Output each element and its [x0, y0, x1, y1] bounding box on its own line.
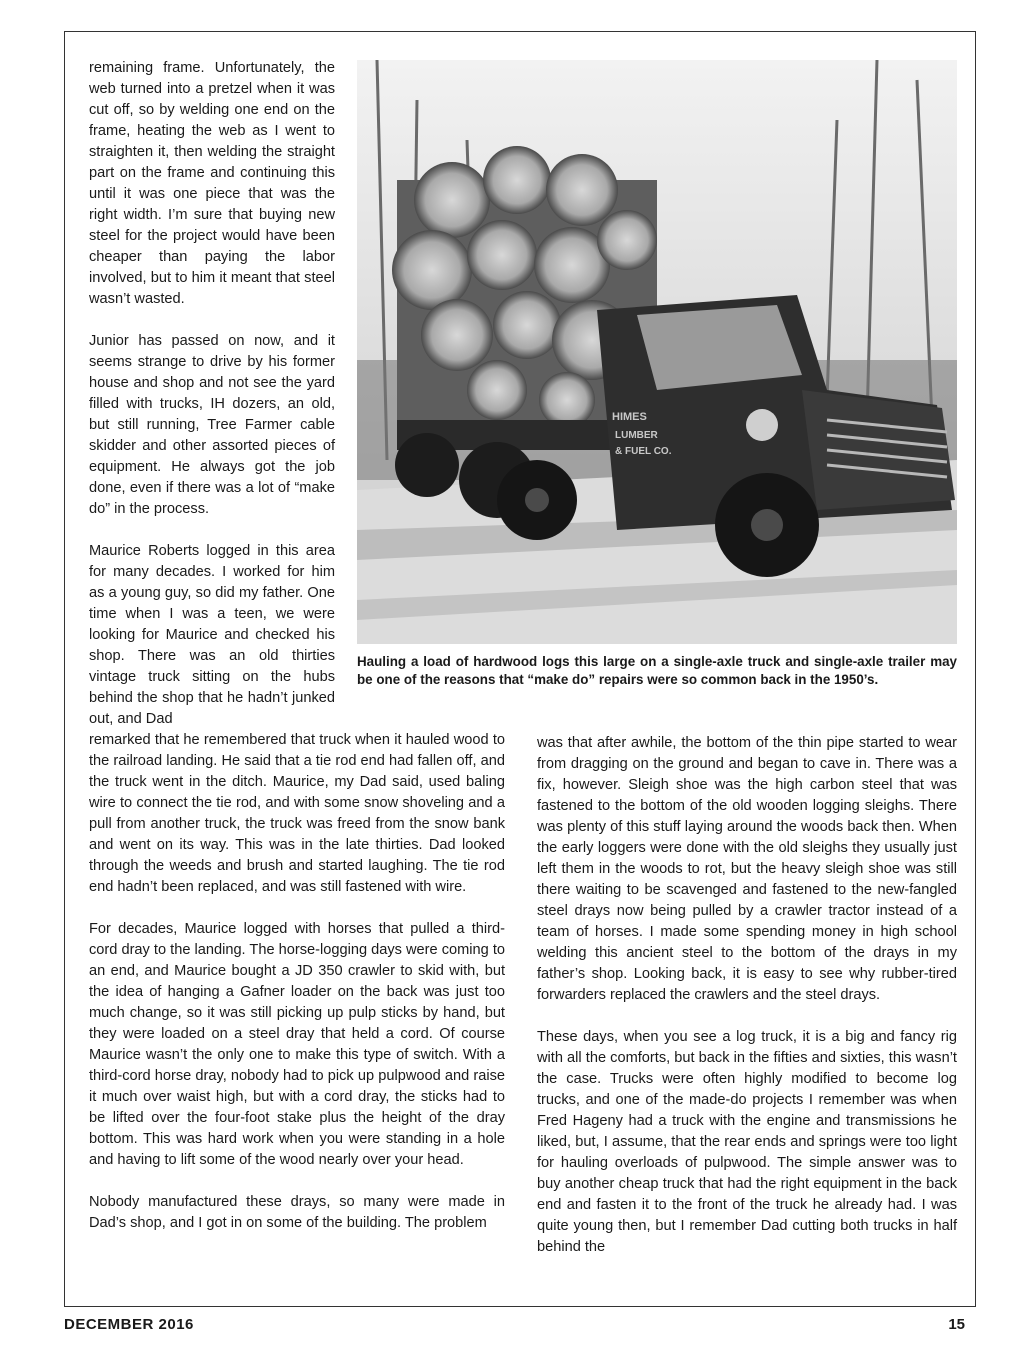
page-number: 15: [948, 1316, 965, 1333]
door-lettering-1: HIMES: [612, 411, 647, 423]
paragraph-frame-welding: remaining frame. Unfortunately, the web turned into a pretzel when it was cut off, so by welding one end on the frame, heating the web as I went to straighten it, then welding the straight part on the frame and continuing this until it was one piece that was the right width. I’m sure that buying new steel for the project would have been cheaper than paying the labor involved, but to him it meant that steel wasn’t wasted.: [89, 60, 335, 307]
left-wide-column: [89, 730, 505, 1234]
paragraph-maurice-roberts: Maurice Roberts logged in this area for many decades. I worked for him as a young guy, so did my father. One time when I was a teen, we were looking for Maurice and checked his shop. There was an old thirties vintage truck sitting on the hubs behind the shop that he hadn’t junked out, and Dad: [89, 543, 335, 727]
log-truck-illustration: [357, 60, 957, 644]
right-column: [537, 733, 957, 1258]
paragraph-drays: Nobody manufactured these drays, so many were made in Dad’s shop, and I got in on some of the building. The problem: [89, 1194, 505, 1231]
issue-date: DECEMBER 2016: [64, 1316, 194, 1333]
door-lettering-2: LUMBER: [615, 430, 658, 441]
photo-caption: Hauling a load of hardwood logs this large on a single-axle truck and single-axle trailer may be one of the reasons that “make do” repairs were so common back in the 1950’s.: [357, 654, 957, 687]
paragraph-horse-logging: For decades, Maurice logged with horses that pulled a third-cord dray to the landing. The horse-logging days were coming to an end, and Maurice bought a JD 350 crawler to skid with, but the idea of hanging a Gafner loader on the back was just too much change, so it was still picking up pulp sticks by hand, but they were loaded on a steel dray that held a cord. Of course Maurice wasn’t the only one to make this type of switch. With a third-cord horse dray, nobody had to pick up pulpwood and raise it much over waist high, but with a cord dray, the sticks had to be lifted over the four-foot stake plus the height of the dray bottom. This was hard work when you were standing in a hole and having to lift some of the wood nearly over your head.: [89, 921, 505, 1168]
paragraph-log-trucks: These days, when you see a log truck, it is a big and fancy rig with all the comforts, but back in the fifties and sixties, this wasn’t the case. Trucks were often highly modified to become log trucks, and one of the made-do projects I remember was when Fred Hageny had a truck with the engine and transmissions he liked, but, I assume, that the rear ends and springs were too light for hauling overloads of pulpwood. The simple answer was to buy another cheap truck that had the right equipment in the back end and fasten it to the front of the truck he already had. I was quite young then, but I remember Dad cutting both trucks in half behind the: [537, 1029, 957, 1255]
left-column: [89, 58, 335, 730]
paragraph-junior: Junior has passed on now, and it seems strange to drive by his former house and shop and not see the yard filled with trucks, IH dozers, an old, but still running, Tree Farmer cable skidder and other assorted pieces of equipment. He always got the job done, even if there was a lot of “make do” in the process.: [89, 333, 335, 517]
paragraph-tie-rod: remarked that he remembered that truck when it hauled wood to the railroad landing. He said that a tie rod end had fallen off, and the truck went in the ditch. Maurice, my Dad said, used baling wire to connect the tie rod, and with some snow shoveling and a pull from another truck, the truck was freed from the snow bank and went on its way. This was in the late thirties. Dad looked through the weeds and brush and started laughing. The tie rod end hadn’t been replaced, and was still fastened with wire.: [89, 732, 505, 895]
log-truck-photo: [357, 60, 957, 644]
paragraph-sleigh-shoe: was that after awhile, the bottom of the thin pipe started to wear from dragging on the ground and began to cave in. There was a fix, however. Sleigh shoe was the high carbon steel that was fastened to the bottom of the old wooden logging sleighs. There was plenty of this stuff laying around the woods back then. When the early loggers were done with the old sleighs they usually just left them in the woods to rot, but the heavy sleigh shoe was still there waiting to be scavenged and fastened to the new-fangled steel drays now being pulled by a crawler tractor instead of a team of horses. I made some spending money in high school welding this ancient steel to the bottom of the drays in my father’s shop. Looking back, it is easy to see why rubber-tired forwarders replaced the crawlers and the steel drays.: [537, 735, 957, 1003]
door-lettering-3: & FUEL CO.: [615, 446, 672, 457]
